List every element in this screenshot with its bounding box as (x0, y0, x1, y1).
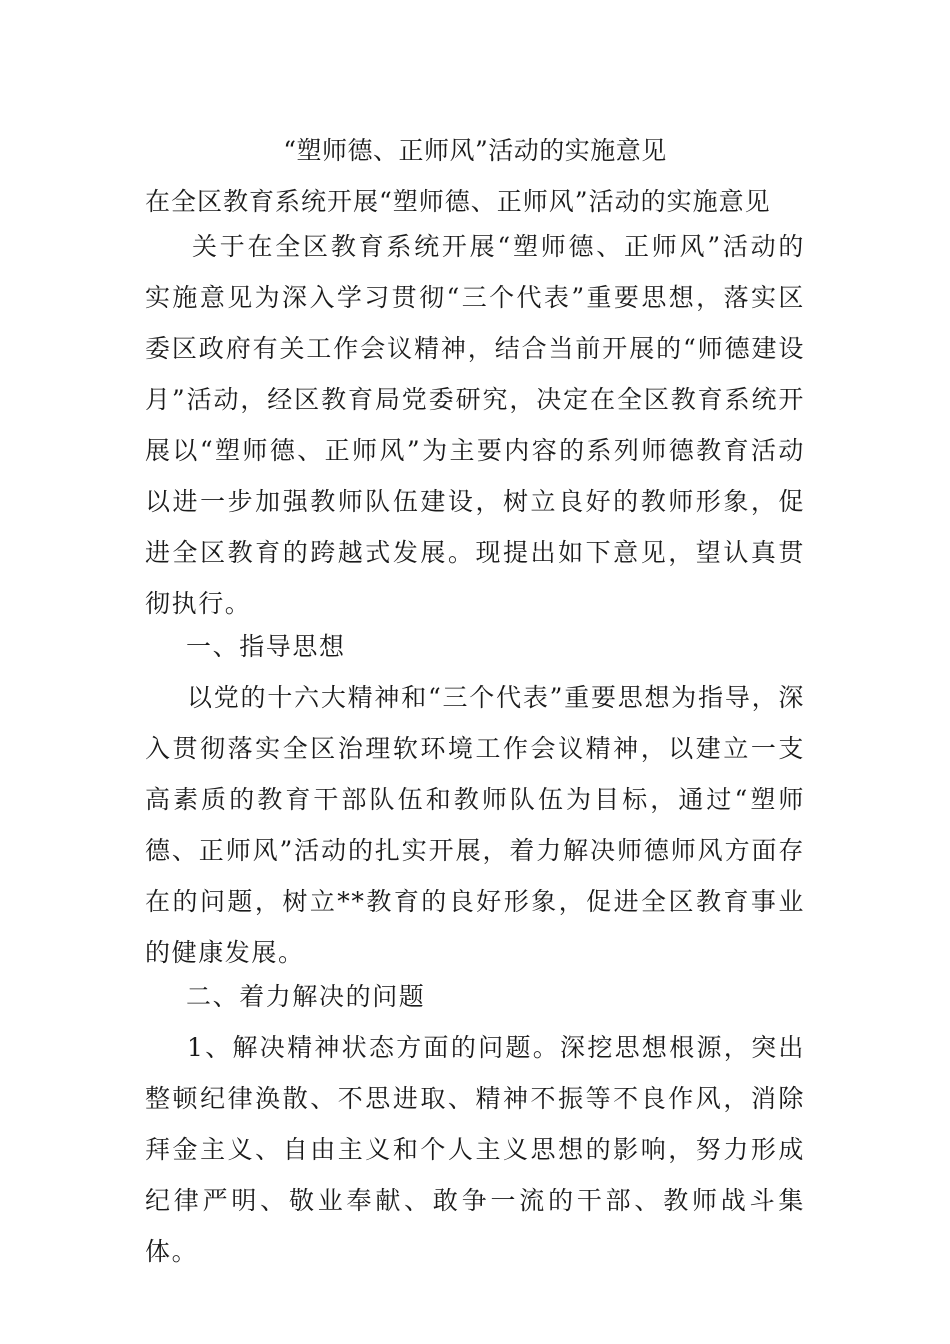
section-body-guiding-thought: 以党的十六大精神和“三个代表”重要思想为指导，深入贯彻落实全区治理软环境工作会议精神，以建立一支高素质的教育干部队伍和教师队伍为目标，通过“塑师德、正师风”活动的扎实开展，着力解决师德师风方面存在的问题，树立**教育的良好形象，促进全区教育事业的健康发展。 (145, 683, 805, 967)
section-heading-key-problems: 二、着力解决的问题 (186, 982, 426, 1011)
document-title: “塑师德、正师风”活动的实施意见 (283, 136, 667, 165)
section-body-key-problems: 1、解决精神状态方面的问题。深挖思想根源，突出整顿纪律涣散、不思进取、精神不振等不良作风，消除拜金主义、自由主义和个人主义思想的影响，努力形成纪律严明、敬业奉献、敢争一流的干部、教师战斗集体。 (145, 1033, 805, 1266)
document-subtitle: 在全区教育系统开展“塑师德、正师风”活动的实施意见 (145, 187, 771, 216)
intro-paragraph: 关于在全区教育系统开展“塑师德、正师风”活动的实施意见为深入学习贯彻“三个代表”重要思想，落实区委区政府有关工作会议精神，结合当前开展的“师德建设月”活动，经区教育局党委研究，决定在全区教育系统开展以“塑师德、正师风”为主要内容的系列师德教育活动以进一步加强教师队伍建设，树立良好的教师形象，促进全区教育的跨越式发展。现提出如下意见，望认真贯彻执行。 (145, 232, 805, 618)
section-heading-guiding-thought: 一、指导思想 (186, 632, 346, 661)
